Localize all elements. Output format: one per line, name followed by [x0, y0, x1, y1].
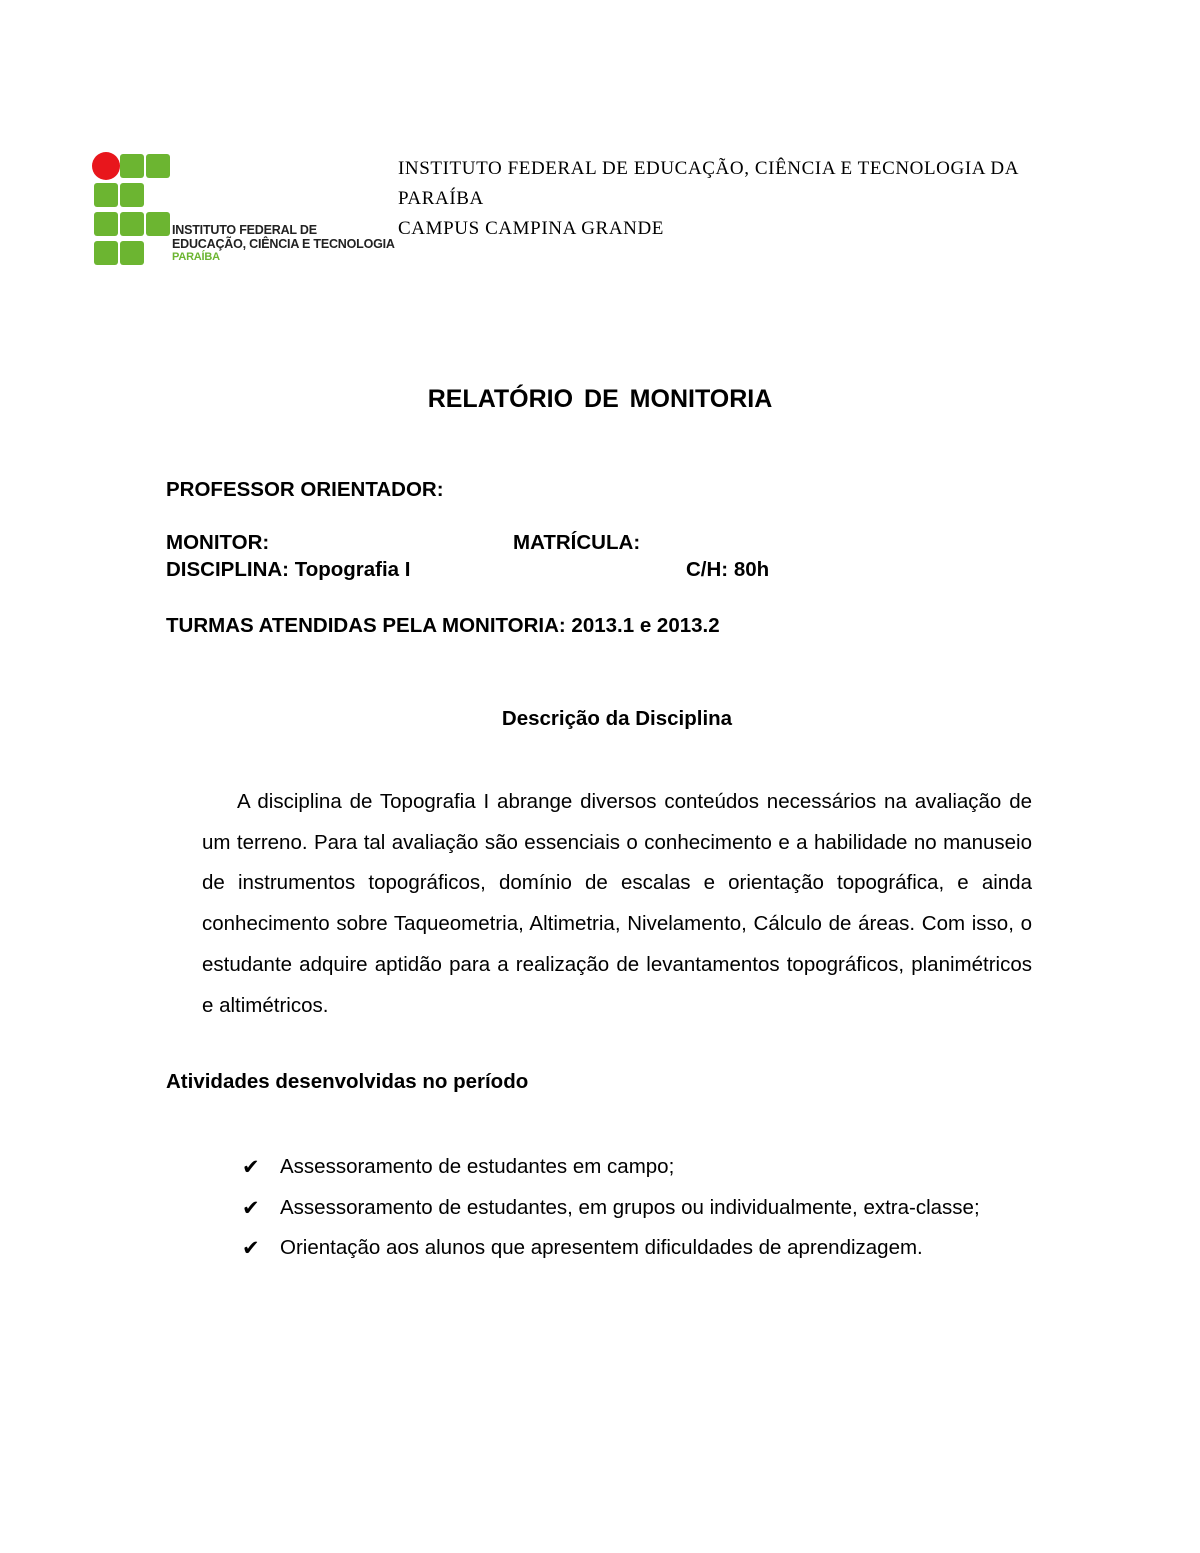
description-heading: Descrição da Disciplina: [501, 707, 733, 730]
disciplina-label: DISCIPLINA: Topografia I: [166, 558, 411, 581]
report-title: RELATÓRIO DE MONITORIA: [427, 385, 773, 413]
logo-square: [120, 154, 144, 178]
checkmark-icon: ✔: [242, 1155, 260, 1179]
logo-red-dot: [92, 152, 120, 180]
logo-square: [120, 241, 144, 265]
list-item: [242, 1228, 1032, 1269]
logo-square: [94, 212, 118, 236]
matricula-label: MATRÍCULA:: [513, 531, 641, 554]
logo-state: PARAÍBA: [172, 251, 220, 263]
campus-name: CAMPUS CAMPINA GRANDE: [398, 218, 664, 239]
turmas-label: TURMAS ATENDIDAS PELA MONITORIA: 2013.1 e 2013.2: [166, 614, 720, 637]
institution-logo: [90, 150, 395, 275]
logo-square: [146, 212, 170, 236]
checkmark-icon: ✔: [242, 1236, 260, 1261]
ch-label: C/H: 80h: [686, 558, 770, 581]
monitor-label: MONITOR:: [166, 531, 270, 554]
list-item: [242, 1147, 1032, 1188]
list-item-text: Assessoramento de estudantes em campo;: [280, 1155, 675, 1178]
list-item-text: Orientação aos alunos que apresentem dificuldades de aprendizagem.: [280, 1236, 923, 1260]
professor-label: PROFESSOR ORIENTADOR:: [166, 478, 444, 501]
list-item-text: Assessoramento de estudantes, em grupos ou individualmente, extra-classe;: [280, 1195, 980, 1219]
logo-line-1: INSTITUTO FEDERAL DE: [172, 223, 317, 237]
logo-square: [94, 241, 118, 265]
activities-heading: Atividades desenvolvidas no período: [166, 1070, 529, 1093]
checkmark-icon: ✔: [242, 1195, 260, 1220]
institution-line-2: PARAÍBA: [398, 188, 484, 209]
institution-line-1: INSTITUTO FEDERAL DE EDUCAÇÃO, CIÊNCIA E TECNOLOGIA DA: [398, 158, 1020, 179]
logo-square: [94, 183, 118, 207]
logo-square: [146, 154, 170, 178]
description-paragraph: A disciplina de Topografia I abrange diversos conteúdos necessários na avaliação de um terreno. Para tal avaliação são essenciais o conhecimento e a habilidade no manuseio de instrumentos topográficos, domínio de escalas e orientação topográfica, e ainda conhecimento sobre Taqueometria, Altimetria, Nivelamento, Cálculo de áreas. Com isso, o estudante adquire aptidão para a realização de levantamentos topográficos, planimétricos e altimétricos.: [202, 790, 1032, 1017]
logo-wordmark: [172, 223, 395, 263]
activities-list: [242, 1147, 1032, 1269]
logo-square: [120, 183, 144, 207]
logo-square: [120, 212, 144, 236]
list-item: [242, 1188, 1032, 1229]
logo-line-2: EDUCAÇÃO, CIÊNCIA E TECNOLOGIA: [172, 237, 395, 251]
institution-header: [398, 154, 1138, 244]
